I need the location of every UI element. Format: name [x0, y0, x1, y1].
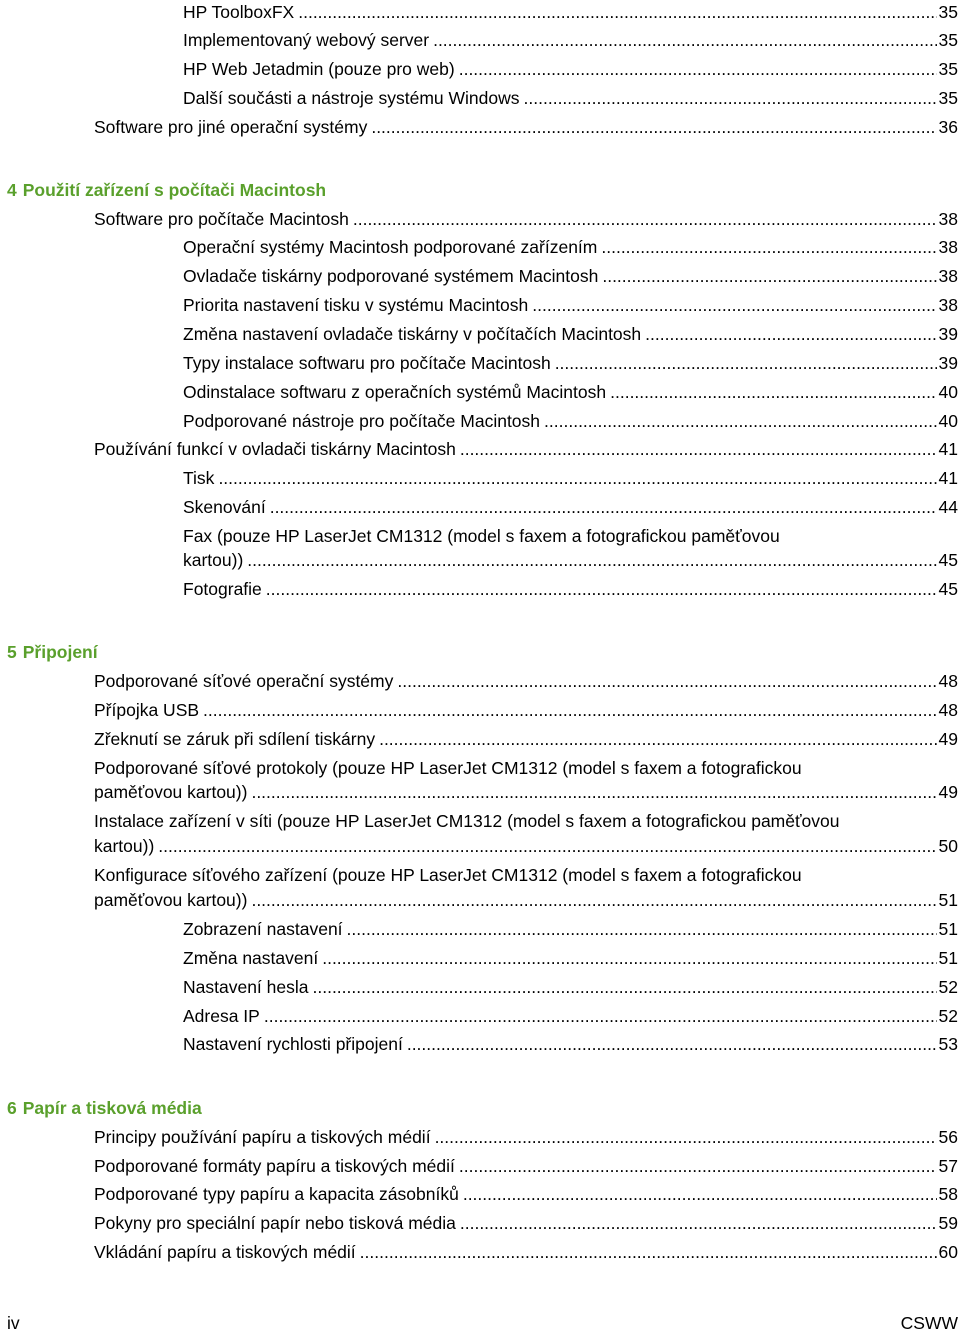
toc-entry[interactable]	[94, 115, 958, 139]
toc-entry[interactable]	[94, 1154, 958, 1178]
toc-entry[interactable]	[183, 0, 958, 24]
toc-entry-title: Podporované síťové operační systémy	[94, 671, 394, 691]
toc-entry-title: Vkládání papíru a tiskových médií	[94, 1242, 356, 1262]
toc-entry-page: 36	[938, 117, 958, 137]
toc-entry[interactable]	[183, 1032, 958, 1056]
toc-entry-title: Nastavení rychlosti připojení	[183, 1034, 403, 1054]
toc-entry-page: 41	[938, 468, 958, 488]
toc-entry[interactable]	[94, 669, 958, 693]
toc-entry[interactable]	[183, 351, 958, 375]
toc-entry-page: 35	[938, 88, 958, 108]
toc-entry-page: 49	[938, 729, 958, 749]
toc-entry-title: Fotografie	[183, 579, 262, 599]
toc-entry-title: Pokyny pro speciální papír nebo tisková média	[94, 1213, 456, 1233]
toc-entry[interactable]	[94, 698, 958, 722]
toc-entry[interactable]	[183, 28, 958, 52]
toc-entry-title: Adresa IP	[183, 1006, 260, 1026]
toc-entry-page: 52	[938, 977, 958, 997]
toc-entry[interactable]	[183, 409, 958, 433]
chapter-number: 5	[7, 642, 17, 662]
toc-entry[interactable]	[183, 380, 958, 404]
toc-entry-page: 50	[938, 836, 958, 856]
toc-entry-title: HP ToolboxFX	[183, 2, 295, 22]
toc-entry-page: 44	[938, 497, 958, 517]
toc-entry-page: 38	[938, 295, 958, 315]
toc-entry-title: paměťovou kartou))	[94, 890, 248, 910]
toc-entry-title: Používání funkcí v ovladači tiskárny Macintosh	[94, 439, 456, 459]
toc-entry[interactable]	[94, 1125, 958, 1149]
toc-entry[interactable]	[183, 917, 958, 941]
toc-entry[interactable]	[183, 577, 958, 601]
toc-entry[interactable]	[94, 207, 958, 231]
toc-entry-title: Principy používání papíru a tiskových médií	[94, 1127, 431, 1147]
toc-entry-page: 35	[938, 59, 958, 79]
toc-entry-title: kartou))	[183, 550, 244, 570]
toc-entry[interactable]	[183, 946, 958, 970]
toc-entry[interactable]	[94, 727, 958, 751]
toc-entry-page: 48	[938, 671, 958, 691]
toc-entry-title: Odinstalace softwaru z operačních systémů Macintosh	[183, 382, 607, 402]
toc-entry[interactable]	[183, 264, 958, 288]
chapter-title: Použití zařízení s počítači Macintosh	[22, 180, 327, 200]
toc-entry-page: 51	[938, 948, 958, 968]
toc-entry-page: 52	[938, 1006, 958, 1026]
toc-entry-page: 35	[938, 30, 958, 50]
chapter-title: Připojení	[22, 642, 98, 662]
toc-entry-title: Skenování	[183, 497, 266, 517]
toc-entry-title: Změna nastavení	[183, 948, 319, 968]
toc-entry-title: HP Web Jetadmin (pouze pro web)	[183, 59, 455, 79]
toc-entry[interactable]	[183, 975, 958, 999]
toc-entry-title: Nastavení hesla	[183, 977, 309, 997]
toc-entry-page: 35	[938, 2, 958, 22]
toc-entry-title: paměťovou kartou))	[94, 782, 248, 802]
toc-entry-line1[interactable]: Podporované síťové protokoly (pouze HP LaserJet CM1312 (model s faxem a fotografickou	[94, 758, 802, 778]
toc-entry[interactable]	[94, 1211, 958, 1235]
toc-entry-page: 53	[938, 1034, 958, 1054]
toc-entry-page: 39	[938, 324, 958, 344]
toc-entry-page: 58	[938, 1184, 958, 1204]
toc-entry-page: 38	[938, 266, 958, 286]
toc-entry-title: Přípojka USB	[94, 700, 200, 720]
toc-entry[interactable]	[94, 1182, 958, 1206]
chapter-number: 6	[7, 1098, 17, 1118]
toc-entry-page: 38	[938, 237, 958, 257]
toc-entry-title: Software pro počítače Macintosh	[94, 209, 349, 229]
toc-entry-page: 49	[938, 782, 958, 802]
page-number: iv	[7, 1313, 20, 1333]
toc-entry[interactable]	[183, 1004, 958, 1028]
chapter-number: 4	[7, 180, 17, 200]
toc-entry[interactable]	[94, 437, 958, 461]
toc-entry-page: 59	[938, 1213, 958, 1233]
toc-entry-page: 51	[938, 919, 958, 939]
toc-entry-page: 48	[938, 700, 958, 720]
toc-entry[interactable]	[94, 1240, 958, 1264]
chapter-heading-6[interactable]	[7, 1096, 202, 1120]
toc-entry-title: Další součásti a nástroje systému Windows	[183, 88, 520, 108]
toc-entry-page: 40	[938, 411, 958, 431]
toc-entry-title: Podporované nástroje pro počítače Macintosh	[183, 411, 541, 431]
toc-entry[interactable]	[94, 834, 958, 858]
toc-entry[interactable]	[94, 888, 958, 912]
toc-entry[interactable]	[183, 322, 958, 346]
toc-entry-page: 56	[938, 1127, 958, 1147]
toc-entry[interactable]	[183, 57, 958, 81]
toc-entry-page: 45	[938, 550, 958, 570]
toc-entry-title: Implementovaný webový server	[183, 30, 430, 50]
toc-entry-title: Software pro jiné operační systémy	[94, 117, 368, 137]
toc-entry-title: Podporované formáty papíru a tiskových médií	[94, 1156, 455, 1176]
toc-entry-line1[interactable]: Fax (pouze HP LaserJet CM1312 (model s faxem a fotografickou paměťovou	[183, 526, 780, 546]
toc-entry-page: 57	[938, 1156, 958, 1176]
toc-entry-title: kartou))	[94, 836, 155, 856]
toc-entry-title: Priorita nastavení tisku v systému Macintosh	[183, 295, 529, 315]
toc-entry[interactable]	[183, 466, 958, 490]
footer-label: CSWW	[900, 1313, 958, 1333]
toc-entry-title: Tisk	[183, 468, 215, 488]
chapter-title: Papír a tisková média	[22, 1098, 202, 1118]
toc-entry[interactable]	[183, 235, 958, 259]
toc-entry-title: Operační systémy Macintosh podporované zařízením	[183, 237, 598, 257]
toc-entry[interactable]	[94, 780, 958, 804]
chapter-heading-4[interactable]	[7, 178, 326, 202]
toc-entry-page: 40	[938, 382, 958, 402]
toc-entry-title: Podporované typy papíru a kapacita zásobníků	[94, 1184, 459, 1204]
toc-entry-title: Ovladače tiskárny podporované systémem Macintosh	[183, 266, 599, 286]
toc-entry-page: 60	[938, 1242, 958, 1262]
toc-entry-page: 51	[938, 890, 958, 910]
toc-entry-line1[interactable]: Instalace zařízení v síti (pouze HP LaserJet CM1312 (model s faxem a fotografickou paměťovou	[94, 811, 840, 831]
chapter-heading-5[interactable]	[7, 640, 98, 664]
toc-entry-page: 41	[938, 439, 958, 459]
toc-entry-title: Změna nastavení ovladače tiskárny v počítačích Macintosh	[183, 324, 642, 344]
toc-entry[interactable]	[183, 495, 958, 519]
toc-entry[interactable]	[183, 86, 958, 110]
toc-entry-line1[interactable]: Konfigurace síťového zařízení (pouze HP LaserJet CM1312 (model s faxem a fotografickou	[94, 865, 802, 885]
toc-entry[interactable]	[183, 548, 958, 572]
toc-entry-title: Typy instalace softwaru pro počítače Macintosh	[183, 353, 551, 373]
toc-entry[interactable]	[183, 293, 958, 317]
toc-entry-title: Zřeknutí se záruk při sdílení tiskárny	[94, 729, 376, 749]
toc-entry-title: Zobrazení nastavení	[183, 919, 343, 939]
toc-entry-page: 39	[938, 353, 958, 373]
toc-entry-page: 45	[938, 579, 958, 599]
toc-entry-page: 38	[938, 209, 958, 229]
